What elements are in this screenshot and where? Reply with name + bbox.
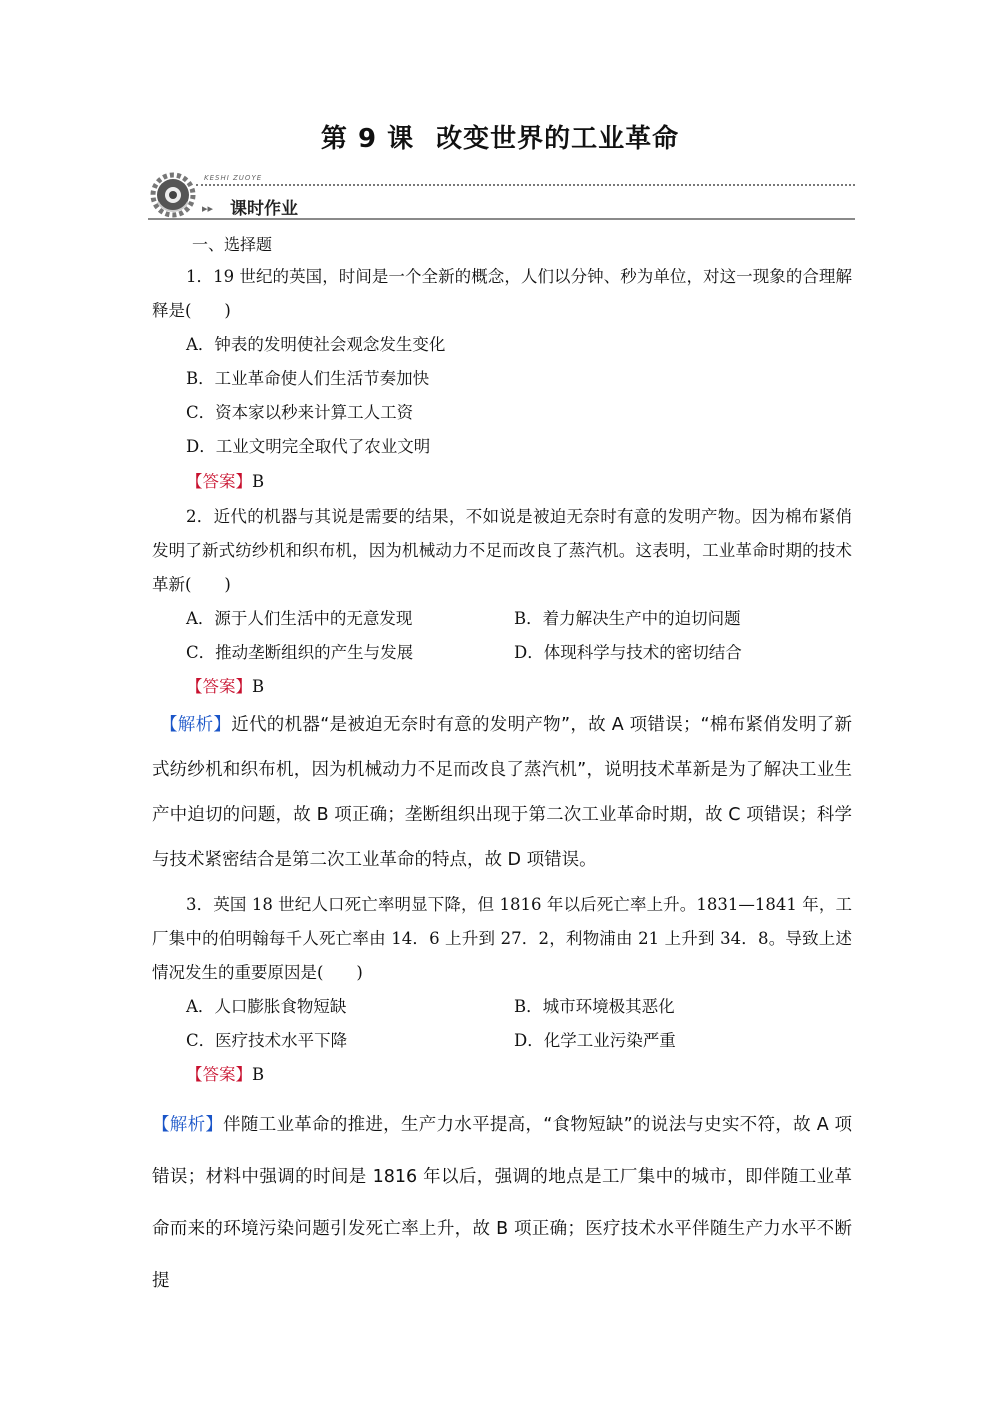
answer-value: B (252, 1065, 265, 1084)
question-3-option-c: C．医疗技术水平下降 (186, 1031, 348, 1050)
arrow-icon: ▸▸ (202, 202, 214, 215)
section-banner (148, 168, 855, 224)
answer-tag: 【答案】 (186, 472, 252, 491)
banner-subtitle: KESHI ZUOYE (204, 174, 263, 182)
question-2-option-b: B．着力解决生产中的迫切问题 (514, 609, 741, 628)
question-1-option-d: D．工业文明完全取代了农业文明 (186, 437, 431, 456)
page-title (0, 118, 1000, 155)
question-3-stem: 3．英国 18 世纪人口死亡率明显下降，但 1816 年以后死亡率上升。1831—1841 年，工厂集中的伯明翰每千人死亡率由 14．6 上升到 27．2，利物浦由 21 上升到 34．8。导致上述情况发生的重要原因是( ) (152, 895, 852, 982)
lesson-name: 改变世界的工业革命 (436, 124, 680, 154)
answer-value: B (252, 677, 265, 696)
question-3-option-a: A．人口膨胀食物短缺 (186, 997, 347, 1016)
banner-rule (148, 218, 855, 220)
explanation-text: 伴随工业革命的推进，生产力水平提高，“食物短缺”的说法与史实不符，故 A 项错误；材料中强调的时间是 1816 年以后，强调的地点是工厂集中的城市，即伴随工业革命而来的环境污染问题引发死亡率上升，故 B 项正确；医疗技术水平伴随生产力水平不断提 (152, 1115, 853, 1291)
answer-value: B (252, 472, 265, 491)
explanation-text: 近代的机器“是被迫无奈时有意的发明产物”，故 A 项错误；“棉布紧俏发明了新式纺纱机和织布机，因为机械动力不足而改良了蒸汽机”，说明技术革新是为了解决工业生产中迫切的问题，故 B 项正确；垄断组织出现于第二次工业革命时期，故 C 项错误；科学与技术紧密结合是第二次工业革命的特点，故 D 项错误。 (152, 715, 852, 870)
banner-label: 课时作业 (230, 199, 298, 219)
lesson-number: 第 9 课 (320, 124, 415, 154)
question-1-option-b: B．工业革命使人们生活节奏加快 (186, 369, 430, 388)
question-1-answer (186, 465, 264, 499)
question-2-option-a: A．源于人们生活中的无意发现 (186, 609, 413, 628)
section-heading: 一、选择题 (192, 235, 273, 254)
question-2-option-d: D．体现科学与技术的密切结合 (514, 643, 742, 662)
question-3-answer (186, 1058, 264, 1092)
question-1-stem: 1．19 世纪的英国，时间是一个全新的概念，人们以分钟、秒为单位，对这一现象的合理解释是( ) (152, 267, 852, 320)
question-1-option-c: C．资本家以秒来计算工人工资 (186, 403, 414, 422)
question-3-option-b: B．城市环境极其恶化 (514, 997, 675, 1016)
question-1-option-a: A．钟表的发明使社会观念发生变化 (186, 335, 446, 354)
banner-dotted-line (196, 184, 855, 186)
answer-tag: 【答案】 (186, 677, 252, 696)
question-2-option-c: C．推动垄断组织的产生与发展 (186, 643, 414, 662)
explanation-tag: 【解析】 (152, 1115, 224, 1135)
gear-icon (150, 172, 196, 218)
explanation-tag: 【解析】 (160, 715, 232, 735)
question-2-stem: 2．近代的机器与其说是需要的结果，不如说是被迫无奈时有意的发明产物。因为棉布紧俏发明了新式纺纱机和织布机，因为机械动力不足而改良了蒸汽机。这表明，工业革命时期的技术革新( ) (152, 507, 852, 594)
answer-tag: 【答案】 (186, 1065, 252, 1084)
question-2-answer (186, 670, 264, 704)
question-2-explanation (152, 703, 852, 883)
question-3-explanation (152, 1099, 852, 1307)
question-3-option-d: D．化学工业污染严重 (514, 1031, 676, 1050)
